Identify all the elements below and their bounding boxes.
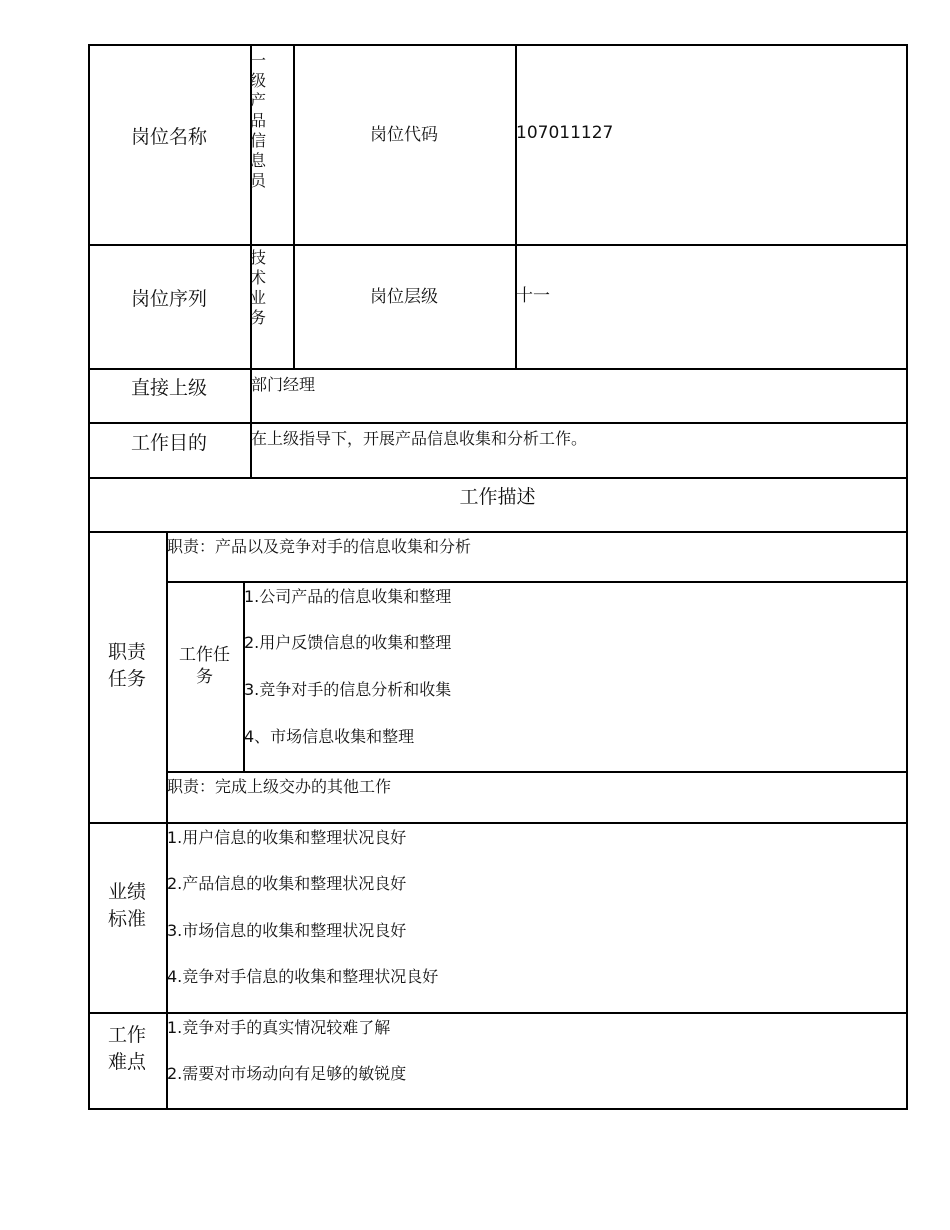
position-level-value: 十一 [516, 286, 550, 306]
task-item: 1.公司产品的信息收集和整理 [244, 587, 452, 606]
supervisor-value: 部门经理 [251, 375, 316, 394]
task-item: 3.竞争对手的信息分析和收集 [244, 680, 452, 699]
section-title-work-description: 工作描述 [459, 486, 536, 508]
position-name-value: 一级产品信息员 [250, 51, 267, 190]
position-series-value: 技术业务 [250, 248, 267, 327]
tasks-label: 工作任 务 [179, 645, 230, 687]
performance-item: 1.用户信息的收集和整理状况良好 [167, 828, 407, 847]
difficulty-item: 1.竞争对手的真实情况较难了解 [167, 1018, 391, 1037]
difficulties-label: 工作 难点 [107, 1024, 146, 1073]
position-level-label: 岗位层级 [370, 287, 438, 307]
duties-label: 职责 任务 [107, 641, 146, 690]
purpose-label: 工作目的 [130, 432, 207, 454]
position-series-label: 岗位序列 [130, 288, 207, 310]
performance-item: 2.产品信息的收集和整理状况良好 [167, 874, 407, 893]
difficulty-item: 2.需要对市场动向有足够的敏锐度 [167, 1064, 407, 1083]
duty-2: 职责：完成上级交办的其他工作 [167, 777, 392, 796]
purpose-value: 在上级指导下，开展产品信息收集和分析工作。 [251, 429, 588, 448]
task-item: 2.用户反馈信息的收集和整理 [244, 633, 452, 652]
performance-item: 3.市场信息的收集和整理状况良好 [167, 921, 407, 940]
performance-item: 4.竞争对手信息的收集和整理状况良好 [167, 967, 439, 986]
position-name-label: 岗位名称 [130, 126, 207, 148]
task-item: 4、市场信息收集和整理 [244, 727, 415, 746]
duty-1: 职责：产品以及竞争对手的信息收集和分析 [167, 537, 472, 556]
position-code-value: 107011127 [516, 123, 614, 143]
performance-label: 业绩 标准 [107, 881, 146, 930]
supervisor-label: 直接上级 [130, 377, 207, 399]
position-code-label: 岗位代码 [370, 125, 438, 145]
